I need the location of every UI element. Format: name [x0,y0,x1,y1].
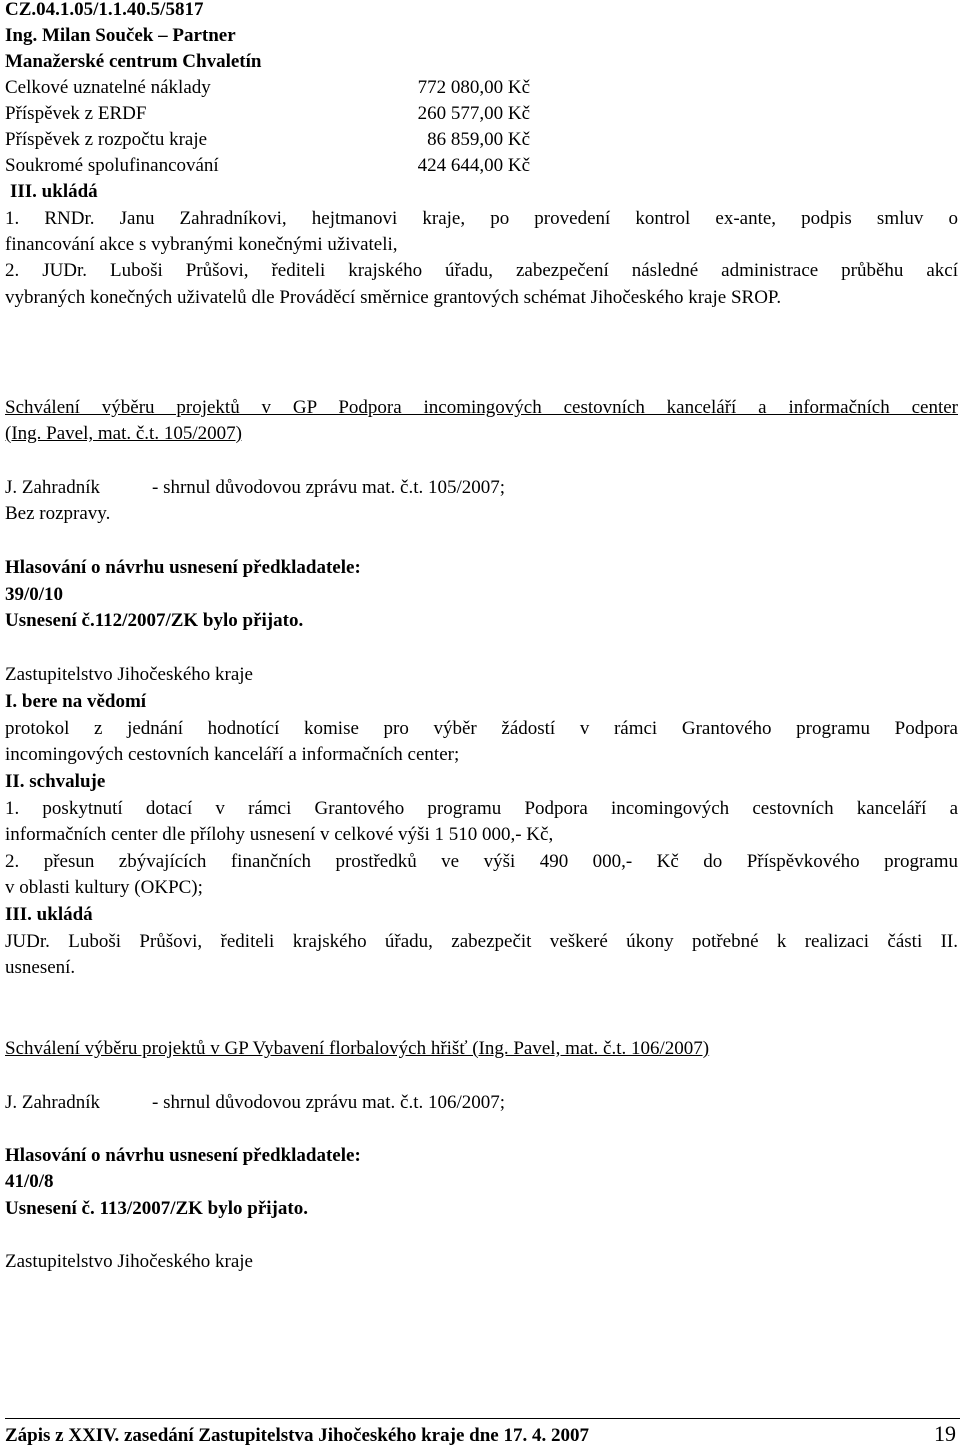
speaker-name: J. Zahradník [5,1092,100,1113]
footer-text: Zápis z XXIV. zasedání Zastupitelstva Jihočeského kraje dne 17. 4. 2007 [5,1425,589,1446]
speaker-summary: - shrnul důvodovou zprávu mat. č.t. 106/2007; [152,1092,506,1113]
paragraph-line: 2. přesun zbývajících finančních prostředků ve výši 490 000,- Kč do Příspěvkového programu [5,851,958,872]
section-heading: III. ukládá [10,181,98,202]
budget-label: Soukromé spolufinancování [5,155,219,176]
paragraph-line: JUDr. Luboši Průšovi, řediteli krajského úřadu, zabezpečit veškeré úkony potřebné k realizaci části II. [5,931,958,952]
project-name: Manažerské centrum Chvaletín [5,51,262,72]
speaker-name: J. Zahradník [5,477,100,498]
budget-value: 86 859,00 Kč [427,129,530,150]
paragraph-line: incomingových cestovních kanceláří a informačních center; [5,744,460,765]
budget-value: 424 644,00 Kč [417,155,530,176]
footer-divider [5,1418,960,1419]
section-heading: II. schvaluje [5,771,106,792]
vote-heading: Hlasování o návrhu usnesení předkladatele: [5,1145,361,1166]
budget-label: Příspěvek z rozpočtu kraje [5,129,208,150]
budget-value: 772 080,00 Kč [417,77,530,98]
resolution-body: Zastupitelstvo Jihočeského kraje [5,664,253,685]
vote-heading: Hlasování o návrhu usnesení předkladatele: [5,557,361,578]
vote-result: 39/0/10 [5,584,64,605]
resolution-status: Usnesení č. 113/2007/ZK bylo přijato. [5,1198,308,1219]
paragraph-line: vybraných konečných uživatelů dle Prováděcí směrnice grantových schémat Jihočeského kraje SROP. [5,287,782,308]
page-number: 19 [934,1421,956,1446]
agenda-item-title: Schválení výběru projektů v GP Podpora incomingových cestovních kanceláří a informačních center [5,397,958,418]
paragraph-line: protokol z jednání hodnotící komise pro výběr žádostí v rámci Grantového programu Podpora [5,718,958,739]
agenda-item-title: (Ing. Pavel, mat. č.t. 105/2007) [5,423,242,444]
budget-value: 260 577,00 Kč [417,103,530,124]
resolution-status: Usnesení č.112/2007/ZK bylo přijato. [5,610,304,631]
section-heading: III. ukládá [5,904,93,925]
paragraph-line: 2. JUDr. Luboši Průšovi, řediteli krajského úřadu, zabezpečení následné administrace průběhu akcí [5,260,958,281]
document-code: CZ.04.1.05/1.1.40.5/5817 [5,0,204,20]
section-heading: I. bere na vědomí [5,691,147,712]
resolution-body: Zastupitelstvo Jihočeského kraje [5,1251,253,1272]
speaker-summary: - shrnul důvodovou zprávu mat. č.t. 105/2007; [152,477,506,498]
paragraph-line: v oblasti kultury (OKPC); [5,877,203,898]
partner-name: Ing. Milan Souček – Partner [5,25,236,46]
paragraph-line: informačních center dle přílohy usnesení v celkové výši 1 510 000,- Kč, [5,824,554,845]
paragraph-line: financování akce s vybranými konečnými uživateli, [5,234,398,255]
budget-label: Příspěvek z ERDF [5,103,147,124]
budget-label: Celkové uznatelné náklady [5,77,211,98]
paragraph-line: usnesení. [5,957,76,978]
no-debate-note: Bez rozpravy. [5,503,111,524]
vote-result: 41/0/8 [5,1171,54,1192]
paragraph-line: 1. RNDr. Janu Zahradníkovi, hejtmanovi kraje, po provedení kontrol ex-ante, podpis smluv o [5,208,958,229]
paragraph-line: 1. poskytnutí dotací v rámci Grantového programu Podpora incomingových cestovních kanceláří a [5,798,958,819]
agenda-item-title: Schválení výběru projektů v GP Vybavení florbalových hřišť (Ing. Pavel, mat. č.t. 106/2007) [5,1038,710,1059]
